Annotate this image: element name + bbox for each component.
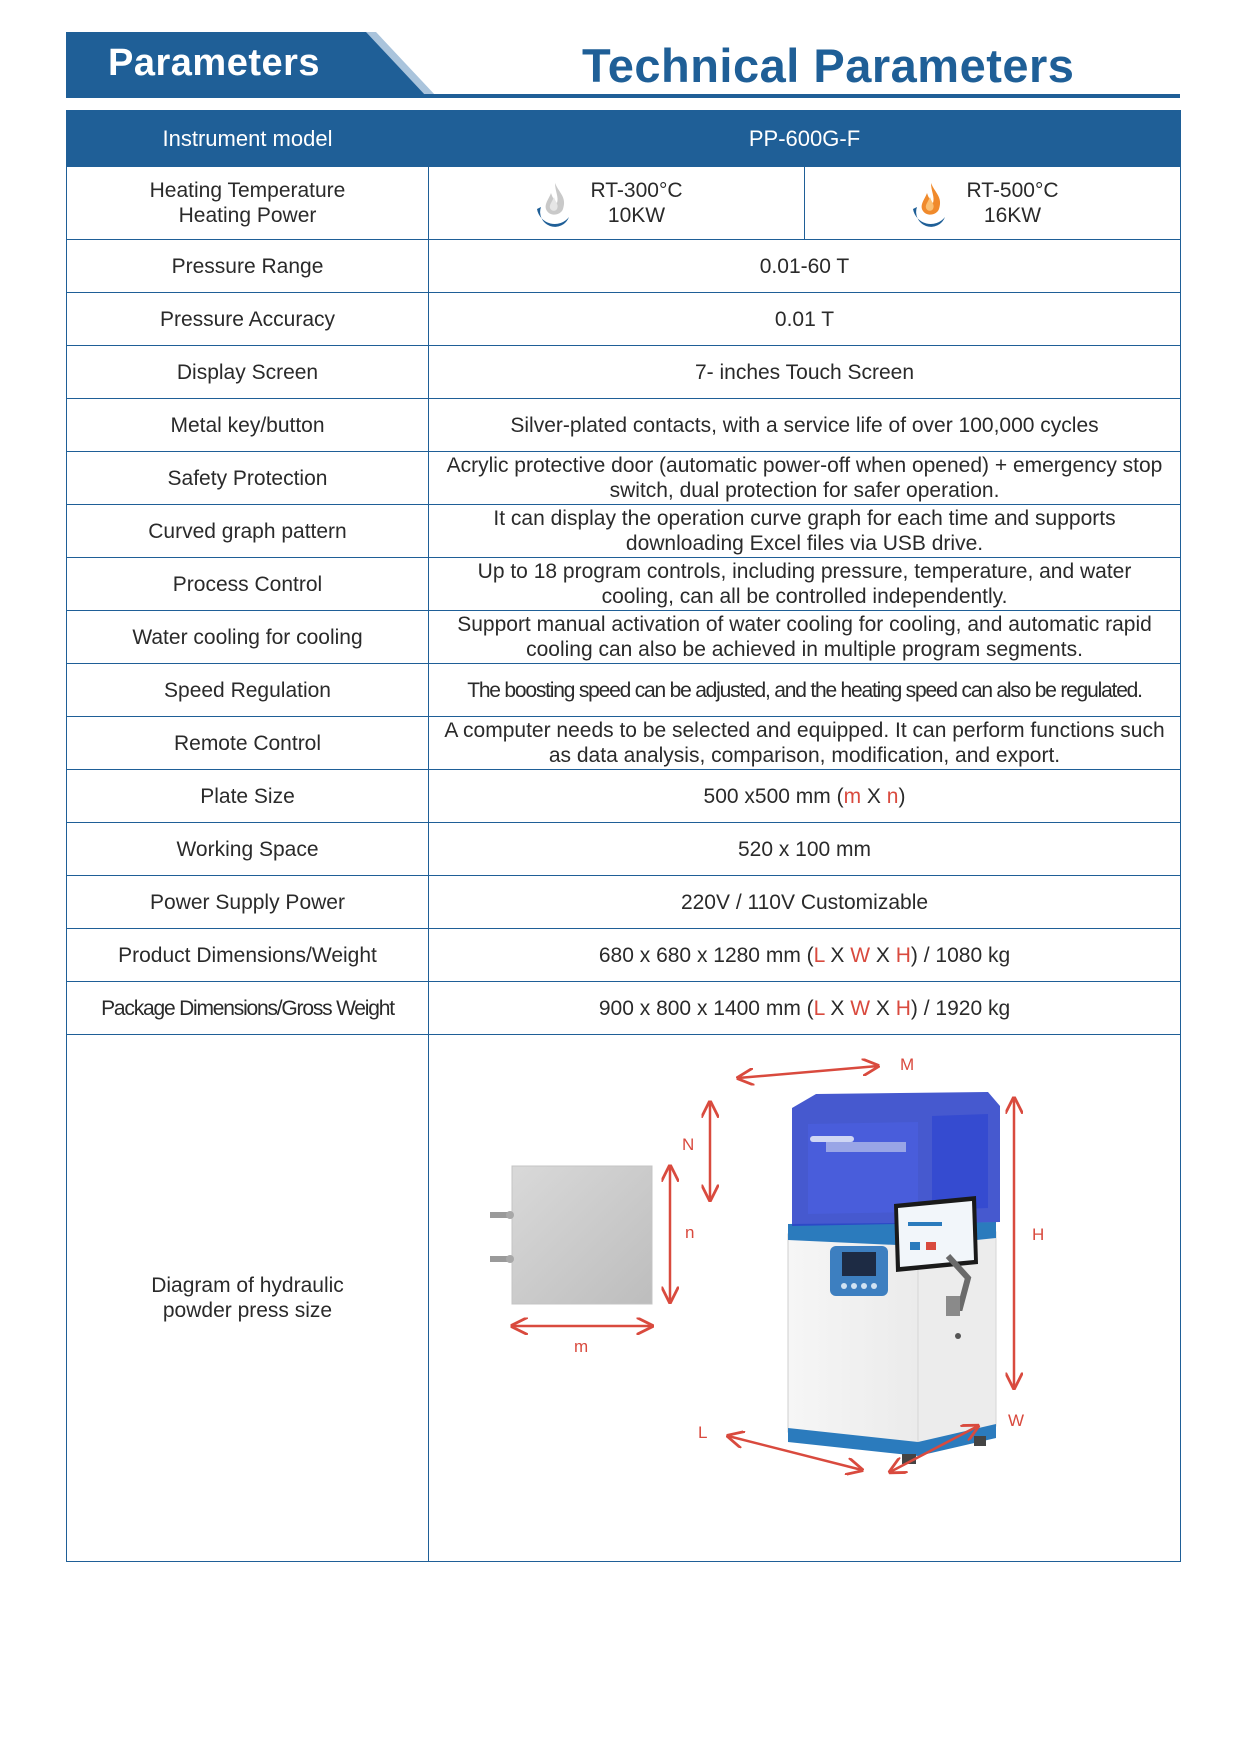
- heating-variant-a: [429, 167, 805, 240]
- machine-N-label: N: [682, 1135, 695, 1154]
- hydraulic-press-diagram: [448, 1046, 1148, 1566]
- row-label: Product Dimensions/Weight: [67, 929, 429, 982]
- model-value: PP-600G-F: [429, 111, 1181, 167]
- press-machine: [788, 1092, 1000, 1464]
- row-value: 520 x 100 mm: [429, 823, 1181, 876]
- page-title: Technical Parameters: [582, 39, 1075, 92]
- table-row-plate-size: [67, 770, 1181, 823]
- heating-temperature-label: Heating Temperature: [149, 179, 346, 202]
- plate-size-value: 500 x500 mm (: [703, 784, 844, 808]
- product-dims-prefix: 680 x 680 x 1280 mm (: [598, 943, 814, 967]
- package-W-letter: W: [850, 996, 871, 1020]
- heating-variant-b: [805, 167, 1181, 240]
- table-row-power-supply: [67, 876, 1181, 929]
- header-tab-label: Parameters: [108, 42, 321, 84]
- diagram-label-line-1: Diagram of hydraulic: [151, 1274, 344, 1297]
- machine-L-label: L: [698, 1423, 708, 1442]
- row-label: Pressure Accuracy: [67, 293, 429, 346]
- row-value: 220V / 110V Customizable: [429, 876, 1181, 929]
- variant-a-power: 10KW: [607, 204, 666, 227]
- product-L-letter: L: [813, 943, 825, 967]
- row-label: Water cooling for cooling: [67, 611, 429, 664]
- row-label: Speed Regulation: [67, 664, 429, 717]
- row-value: [429, 929, 1181, 982]
- table-row-package-dimensions: [67, 982, 1181, 1035]
- heating-plate: [490, 1166, 652, 1304]
- plate-m-label: m: [574, 1337, 589, 1356]
- table-row-working-space: [67, 823, 1181, 876]
- row-label: Curved graph pattern: [67, 505, 429, 558]
- table-row-model: [67, 111, 1181, 167]
- header-rule: [66, 94, 1180, 98]
- machine-M-label: M: [900, 1055, 915, 1074]
- table-row: [67, 717, 1181, 770]
- table-row: [67, 664, 1181, 717]
- package-x-separator: X: [824, 996, 851, 1020]
- row-value: 7- inches Touch Screen: [429, 346, 1181, 399]
- row-value: [429, 982, 1181, 1035]
- row-label: Process Control: [67, 558, 429, 611]
- plate-n-label: n: [685, 1223, 695, 1242]
- package-L-letter: L: [813, 996, 825, 1020]
- heating-power-label: Heating Power: [178, 204, 317, 227]
- row-label: Pressure Range: [67, 240, 429, 293]
- package-dims-suffix: ) / 1920 kg: [910, 996, 1011, 1020]
- row-label: Plate Size: [67, 770, 429, 823]
- product-x-separator: X: [824, 943, 851, 967]
- package-dims-prefix: 900 x 800 x 1400 mm (: [598, 996, 814, 1020]
- row-value: 0.01-60 T: [429, 240, 1181, 293]
- table-row: [67, 293, 1181, 346]
- row-label: Power Supply Power: [67, 876, 429, 929]
- row-value: Up to 18 program controls, including pressure, temperature, and water cooling, can all be controlled independently.: [429, 558, 1181, 611]
- machine-H-label: H: [1032, 1225, 1045, 1244]
- package-H-letter: H: [895, 996, 911, 1020]
- machine-M-arrow: [738, 1066, 878, 1078]
- table-row-product-dimensions: [67, 929, 1181, 982]
- row-value: Acrylic protective door (automatic power-off when opened) + emergency stop switch, dual protection for safer operation.: [429, 452, 1181, 505]
- row-value: [429, 770, 1181, 823]
- row-value: Silver-plated contacts, with a service life of over 100,000 cycles: [429, 399, 1181, 452]
- table-row-heating: [67, 167, 1181, 240]
- variant-b-temperature: RT-500°C: [966, 179, 1059, 202]
- row-label: Display Screen: [67, 346, 429, 399]
- row-value: Support manual activation of water cooling for cooling, and automatic rapid cooling can also be achieved in multiple program segments.: [429, 611, 1181, 664]
- flame-icon-gray: [529, 179, 577, 227]
- table-row: [67, 611, 1181, 664]
- row-value: It can display the operation curve graph for each time and supports downloading Excel files via USB drive.: [429, 505, 1181, 558]
- page-header: [66, 32, 1180, 100]
- row-value: The boosting speed can be adjusted, and the heating speed can also be regulated.: [429, 664, 1181, 717]
- diagram-label-line-2: powder press size: [162, 1299, 333, 1322]
- product-dims-suffix: ) / 1080 kg: [910, 943, 1011, 967]
- row-label: Package Dimensions/Gross Weight: [67, 982, 429, 1035]
- table-row: [67, 240, 1181, 293]
- product-W-letter: W: [850, 943, 871, 967]
- row-label: Remote Control: [67, 717, 429, 770]
- table-row: [67, 399, 1181, 452]
- model-label: Instrument model: [67, 111, 429, 167]
- variant-a-temperature: RT-300°C: [590, 179, 683, 202]
- plate-close-paren: ): [898, 784, 906, 808]
- row-value: 0.01 T: [429, 293, 1181, 346]
- row-label: Safety Protection: [67, 452, 429, 505]
- diagram-label: [67, 1035, 429, 1562]
- plate-x-separator: X: [861, 784, 887, 808]
- table-row: [67, 452, 1181, 505]
- variant-b-power: 16KW: [983, 204, 1042, 227]
- flame-icon-orange: [905, 179, 953, 227]
- plate-n-letter: n: [886, 784, 899, 808]
- table-row: [67, 346, 1181, 399]
- table-row: [67, 505, 1181, 558]
- machine-W-label: W: [1008, 1411, 1025, 1430]
- table-row: [67, 558, 1181, 611]
- product-H-letter: H: [895, 943, 911, 967]
- package-x-separator: X: [870, 996, 896, 1020]
- product-x-separator: X: [870, 943, 896, 967]
- row-label: Metal key/button: [67, 399, 429, 452]
- row-value: A computer needs to be selected and equipped. It can perform functions such as data analysis, comparison, modification, and export.: [429, 717, 1181, 770]
- row-label: Working Space: [67, 823, 429, 876]
- plate-m-letter: m: [843, 784, 862, 808]
- heating-label: [67, 167, 429, 240]
